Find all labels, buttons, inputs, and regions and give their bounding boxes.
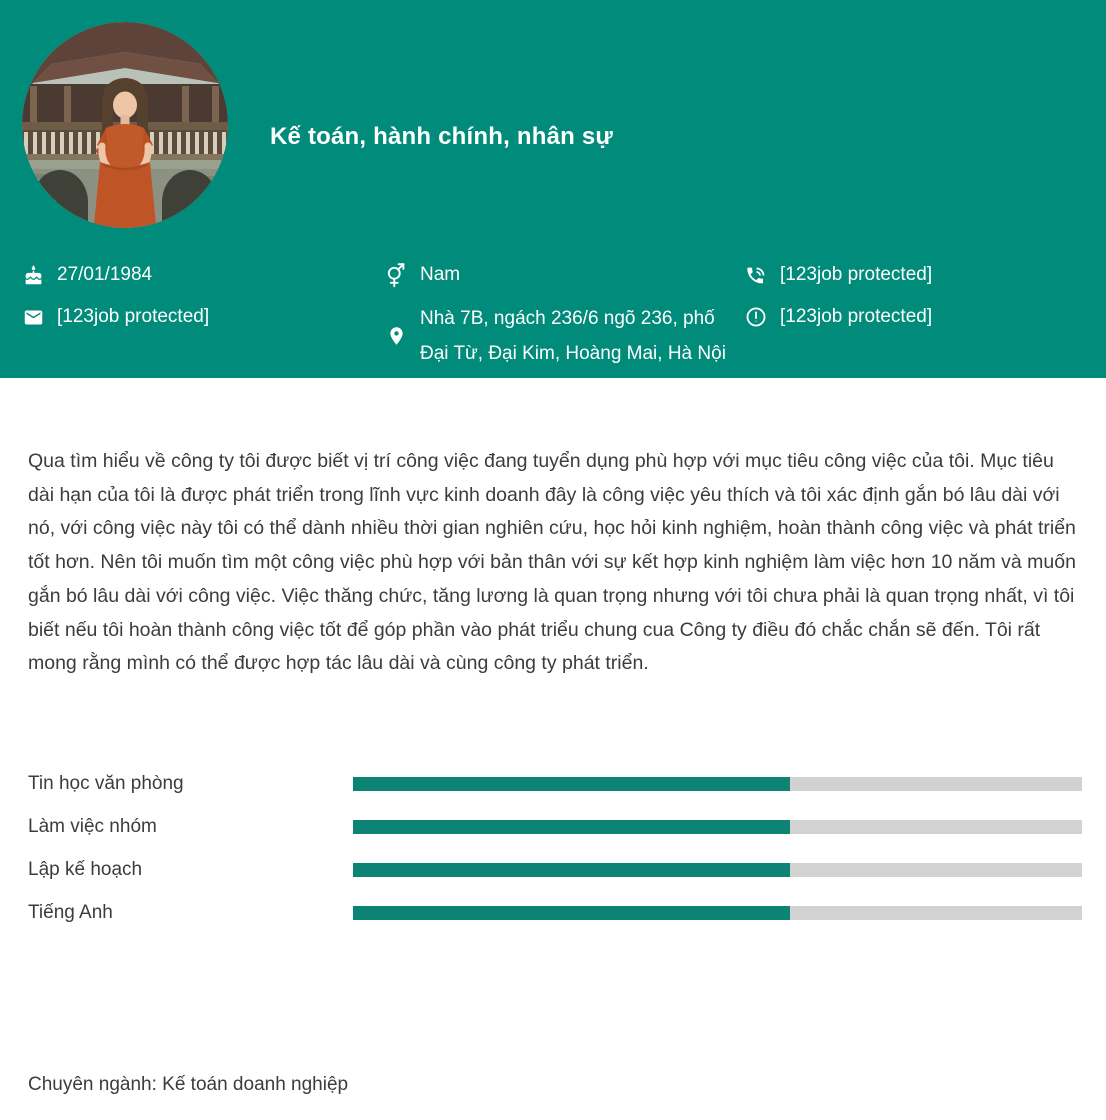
mail-icon xyxy=(22,306,44,328)
skill-progress-bar xyxy=(353,863,1082,877)
contact-email xyxy=(22,305,209,329)
skill-progress-bar xyxy=(353,906,1082,920)
contact-address xyxy=(385,301,732,371)
skills-section xyxy=(0,769,1106,928)
phone-icon xyxy=(745,264,767,286)
contact-phone xyxy=(745,263,932,287)
contact-alt xyxy=(745,305,932,329)
skill-row xyxy=(28,812,1082,842)
skill-progress-bar xyxy=(353,777,1082,791)
gender-value: Nam xyxy=(420,264,461,285)
skill-label: Lập kế hoạch xyxy=(28,858,143,880)
skill-progress-fill xyxy=(353,906,790,920)
gender-icon xyxy=(385,264,407,286)
birthday-value: 27/01/1984 xyxy=(57,264,153,285)
skill-label: Làm việc nhóm xyxy=(28,815,157,837)
avatar xyxy=(22,22,228,228)
skill-progress-fill xyxy=(353,863,790,877)
location-icon xyxy=(385,325,407,347)
skill-label: Tiếng Anh xyxy=(28,901,113,923)
address-value: Nhà 7B, ngách 236/6 ngõ 236, phố Đại Từ, Đại Kim, Hoàng Mai, Hà Nội xyxy=(420,308,726,364)
specialization-text: Chuyên ngành: Kế toán doanh nghiệp xyxy=(28,1074,349,1095)
page-title: Kế toán, hành chính, nhân sự xyxy=(270,123,613,150)
contact-birthday xyxy=(22,263,152,287)
alert-icon xyxy=(745,306,767,328)
skill-label: Tin học văn phòng xyxy=(28,772,184,794)
skill-row xyxy=(28,898,1082,928)
alt-contact-value: [123job protected] xyxy=(780,306,933,327)
skill-row xyxy=(28,769,1082,799)
profile-header xyxy=(0,0,1106,378)
skill-progress-fill xyxy=(353,777,790,791)
avatar-illustration xyxy=(22,22,228,228)
cake-icon xyxy=(22,264,44,286)
career-objective-text: Qua tìm hiểu về công ty tôi được biết vị trí công việc đang tuyển dụng phù hợp với mục tiêu công việc của tôi. Mục tiêu dài hạn của tôi là được phát triển trong lĩnh vực kinh doanh đây là công việc yêu thích và tôi xác định gắn bó lâu dài với nó, với công việc này tôi có thể dành nhiều thời gian nghiên cứu, học hỏi kinh nghiệm, hoàn thành công việc và phát triển tốt hơn. Nên tôi muốn tìm một công việc phù hợp với bản thân với sự kết hợp kinh nghiệm làm việc hơn 10 năm và muốn gắn bó lâu dài với công việc. Việc thăng chức, tăng lương là quan trọng nhưng với tôi chưa phải là quan trọng nhất, vì tôi biết nếu tôi hoàn thành công việc tốt để góp phần vào phát triểu chung cua Công ty điều đó chắc chắn sẽ đến. Tôi rất mong rằng mình có thể được hợp tác lâu dài và cùng công ty phát triển. xyxy=(28,450,1076,675)
skill-progress-bar xyxy=(353,820,1082,834)
skill-progress-fill xyxy=(353,820,790,834)
phone-value: [123job protected] xyxy=(780,264,933,285)
contact-gender xyxy=(385,263,460,287)
email-value: [123job protected] xyxy=(57,306,210,327)
skill-row xyxy=(28,855,1082,885)
